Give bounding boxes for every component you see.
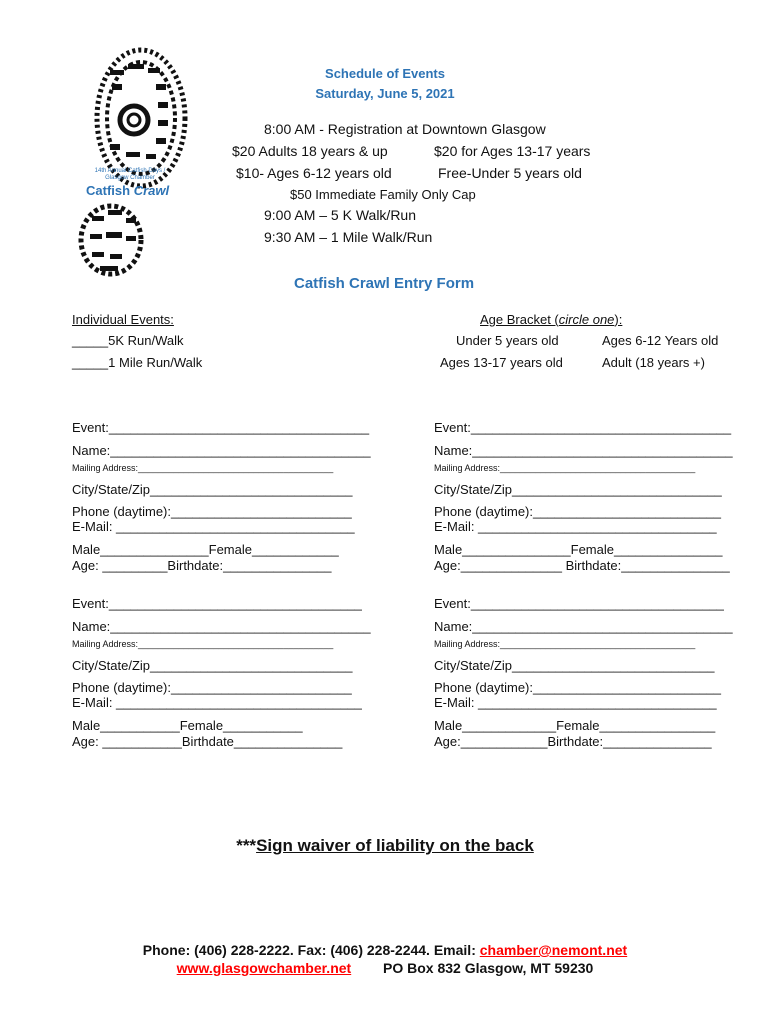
age-bracket-text: Age Bracket ( bbox=[480, 312, 559, 327]
form-title: Catfish Crawl Entry Form bbox=[294, 275, 475, 292]
price-adults: $20 Adults 18 years & up bbox=[232, 143, 388, 159]
family-cap: $50 Immediate Family Only Cap bbox=[290, 187, 476, 202]
event-option-1mile[interactable]: _____1 Mile Run/Walk bbox=[72, 355, 203, 370]
mailing-address-field[interactable]: Mailing Address:_______________________________________ bbox=[434, 463, 696, 473]
price-6-12: $10- Ages 6-12 years old bbox=[236, 165, 392, 181]
individual-events-label: Individual Events: bbox=[72, 312, 174, 327]
age-13-17[interactable]: Ages 13-17 years old bbox=[440, 355, 563, 370]
waiver-prefix: *** bbox=[236, 836, 257, 855]
footer-address: PO Box 832 Glasgow, MT 59230 bbox=[382, 960, 594, 976]
event-field[interactable]: Event:___________________________________ bbox=[72, 596, 362, 611]
email-field[interactable]: E-Mail: _________________________________ bbox=[72, 519, 355, 534]
footer-address-line bbox=[0, 960, 770, 976]
city-state-zip-field[interactable]: City/State/Zip_____________________________ bbox=[434, 482, 722, 497]
gender-field[interactable]: Male_______________Female_______________ bbox=[434, 542, 723, 557]
event-field[interactable]: Event:____________________________________ bbox=[72, 420, 370, 435]
city-state-zip-field[interactable]: City/State/Zip____________________________ bbox=[434, 658, 715, 673]
age-birthdate-field[interactable]: Age:______________ Birthdate:_______________ bbox=[434, 558, 730, 573]
price-13-17: $20 for Ages 13-17 years bbox=[434, 143, 591, 159]
age-bracket-close: ): bbox=[614, 312, 623, 327]
age-birthdate-field[interactable]: Age:____________Birthdate:_______________ bbox=[434, 734, 712, 749]
phone-field[interactable]: Phone (daytime):_________________________ bbox=[72, 680, 352, 695]
email-field[interactable]: E-Mail: _________________________________ bbox=[434, 519, 717, 534]
walk-5k-time: 9:00 AM – 5 K Walk/Run bbox=[264, 207, 416, 223]
logo-caption: 14th Annual Catfish Days / Glasgow Chamber bbox=[94, 168, 166, 181]
event-field[interactable]: Event:____________________________________ bbox=[434, 420, 732, 435]
walk-1mile-time: 9:30 AM – 1 Mile Walk/Run bbox=[264, 229, 433, 245]
city-state-zip-field[interactable]: City/State/Zip____________________________ bbox=[72, 658, 353, 673]
name-field[interactable]: Name:____________________________________ bbox=[72, 619, 371, 634]
age-birthdate-field[interactable]: Age: ___________Birthdate_______________ bbox=[72, 734, 343, 749]
schedule-date: Saturday, June 5, 2021 bbox=[315, 86, 455, 101]
gender-field[interactable]: Male_______________Female____________ bbox=[72, 542, 339, 557]
name-field[interactable]: Name:____________________________________ bbox=[434, 619, 733, 634]
gender-field[interactable]: Male_____________Female________________ bbox=[434, 718, 716, 733]
schedule-title: Schedule of Events bbox=[325, 66, 445, 81]
catfish-crawl-logo bbox=[66, 40, 216, 280]
circle-one-text: circle one bbox=[558, 312, 615, 327]
price-under5: Free-Under 5 years old bbox=[438, 165, 582, 181]
name-field[interactable]: Name:____________________________________ bbox=[434, 443, 733, 458]
name-field[interactable]: Name:____________________________________ bbox=[72, 443, 371, 458]
waiver-text: Sign waiver of liability on the back bbox=[256, 836, 534, 855]
footer-contact-text: Phone: (406) 228-2222. Fax: (406) 228-2244. Email: bbox=[142, 942, 480, 958]
event-field[interactable]: Event:___________________________________ bbox=[434, 596, 724, 611]
footer-website-link[interactable]: www.glasgowchamber.net bbox=[176, 960, 352, 976]
mailing-address-field[interactable]: Mailing Address:_______________________________________ bbox=[72, 463, 334, 473]
age-under5[interactable]: Under 5 years old bbox=[456, 333, 559, 348]
gender-field[interactable]: Male___________Female___________ bbox=[72, 718, 303, 733]
email-field[interactable]: E-Mail: _________________________________ bbox=[434, 695, 717, 710]
phone-field[interactable]: Phone (daytime):__________________________ bbox=[434, 504, 721, 519]
logo-title bbox=[86, 183, 169, 198]
footer-email-link[interactable]: chamber@nemont.net bbox=[479, 942, 628, 958]
email-field[interactable]: E-Mail: __________________________________ bbox=[72, 695, 362, 710]
phone-field[interactable]: Phone (daytime):__________________________ bbox=[434, 680, 721, 695]
mailing-address-field[interactable]: Mailing Address:_______________________________________ bbox=[72, 639, 334, 649]
event-option-5k[interactable]: _____5K Run/Walk bbox=[72, 333, 184, 348]
shoe-print-icon bbox=[66, 40, 216, 280]
footer-contact bbox=[0, 942, 770, 958]
logo-title-word-1: Catfish bbox=[86, 183, 131, 198]
phone-field[interactable]: Phone (daytime):_________________________ bbox=[72, 504, 352, 519]
waiver-notice bbox=[0, 836, 770, 856]
age-birthdate-field[interactable]: Age: _________Birthdate:_______________ bbox=[72, 558, 332, 573]
age-adult[interactable]: Adult (18 years +) bbox=[602, 355, 705, 370]
registration-time: 8:00 AM - Registration at Downtown Glasgow bbox=[264, 121, 546, 137]
mailing-address-field[interactable]: Mailing Address:_______________________________________ bbox=[434, 639, 696, 649]
logo-title-word-2: Crawl bbox=[133, 183, 170, 198]
age-6-12[interactable]: Ages 6-12 Years old bbox=[602, 333, 719, 348]
city-state-zip-field[interactable]: City/State/Zip____________________________ bbox=[72, 482, 353, 497]
age-bracket-label bbox=[480, 312, 622, 327]
